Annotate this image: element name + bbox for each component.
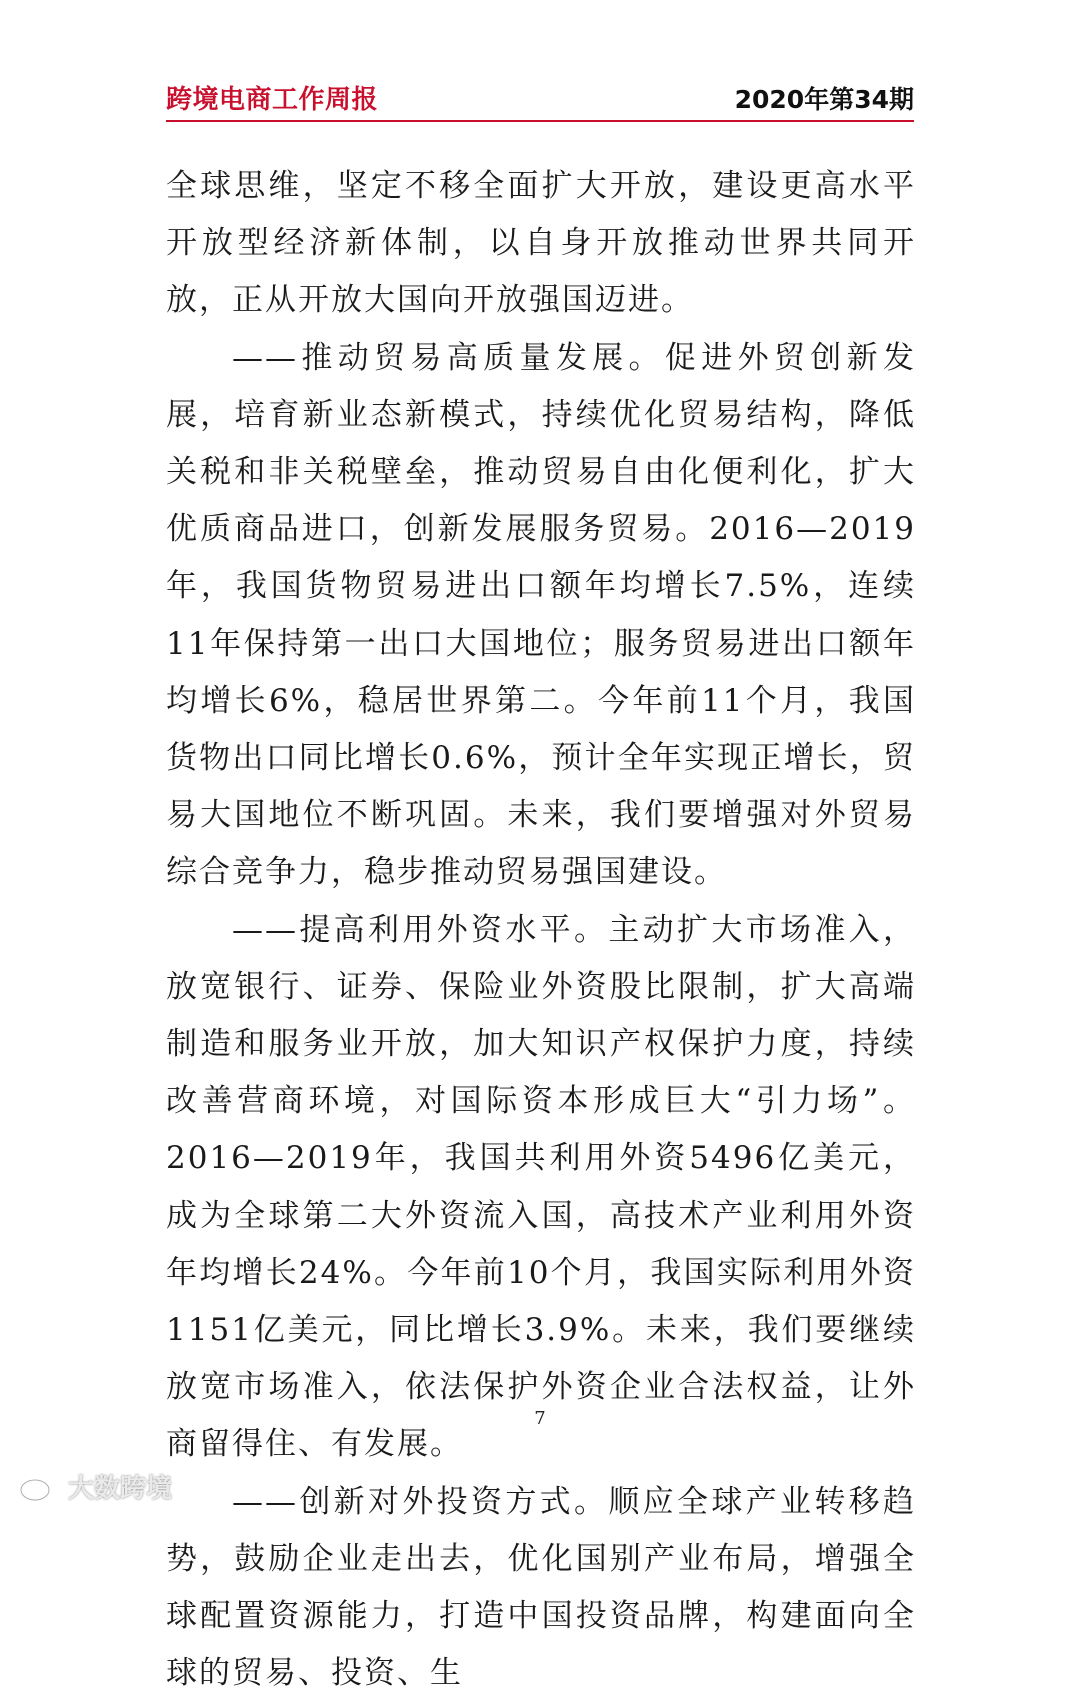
document-body [166, 158, 916, 1702]
paragraph-trade: ——推动贸易高质量发展。促进外贸创新发展，培育新业态新模式，持续优化贸易结构，降低关税和非关税壁垒，推动贸易自由化便利化，扩大优质商品进口，创新发展服务贸易。2016—2019年，我国货物贸易进出口额年均增长7.5%，连续11年保持第一出口大国地位；服务贸易进出口额年均增长6%，稳居世界第二。今年前11个月，我国货物出口同比增长0.6%，预计全年实现正增长，贸易大国地位不断巩固。未来，我们要增强对外贸易综合竞争力，稳步推动贸易强国建设。 [166, 339, 916, 891]
header-divider [166, 120, 914, 122]
watermark [18, 1468, 172, 1505]
issue-number: 2020年第34期 [734, 85, 914, 114]
paragraph-outbound-investment: ——创新对外投资方式。顺应全球产业转移趋势，鼓励企业走出去，优化国别产业布局，增强全球配置资源能力，打造中国投资品牌，构建面向全球的贸易、投资、生 [166, 1483, 916, 1692]
page-header [166, 76, 914, 116]
watermark-text: 大数跨境 [68, 1474, 173, 1504]
weibo-logo-icon [18, 1472, 62, 1502]
paragraph-continuation: 全球思维，坚定不移全面扩大开放，建设更高水平开放型经济新体制，以自身开放推动世界共同开放，正从开放大国向开放强国迈进。 [166, 168, 916, 319]
page-number: 7 [534, 1408, 546, 1429]
paragraph-foreign-investment: ——提高利用外资水平。主动扩大市场准入，放宽银行、证券、保险业外资股比限制，扩大高端制造和服务业开放，加大知识产权保护力度，持续改善营商环境，对国际资本形成巨大“引力场”。2016—2019年，我国共利用外资5496亿美元，成为全球第二大外资流入国，高技术产业利用外资年均增长24%。今年前10个月，我国实际利用外资1151亿美元，同比增长3.9%。未来，我们要继续放宽市场准入，依法保护外资企业合法权益，让外商留得住、有发展。 [166, 911, 916, 1463]
report-title: 跨境电商工作周报 [166, 85, 379, 115]
